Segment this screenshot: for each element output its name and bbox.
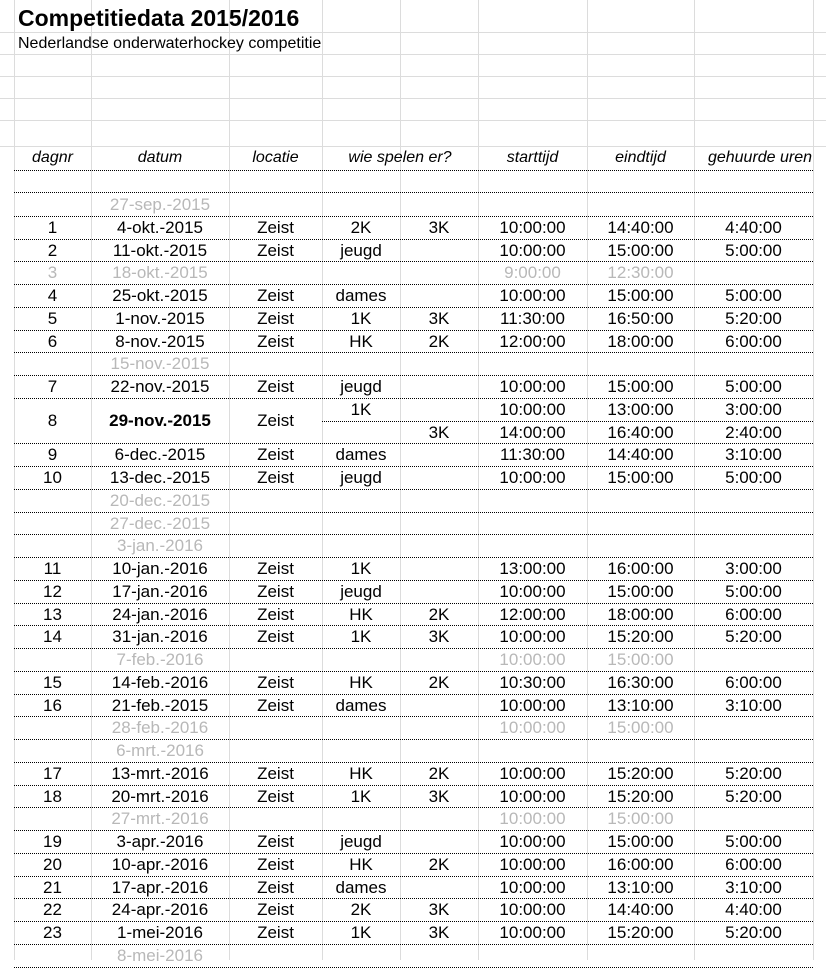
starttijd-cell: 10:00:00 [499, 877, 566, 897]
team-2-cell [400, 808, 478, 830]
dagnr-cell: 22 [43, 900, 62, 920]
datum-cell: 22-nov.-2015 [110, 377, 210, 396]
starttijd-cell [478, 194, 587, 216]
starttijd-cell: 10:00:00 [499, 786, 566, 806]
starttijd-cell: 10:00:00 [499, 695, 566, 715]
datum-cell: 29-nov.-2015 [109, 411, 211, 431]
locatie-cell: Zeist [257, 923, 294, 942]
starttijd-cell: 10:00:00 [499, 581, 566, 601]
header-starttijd: starttijd [506, 149, 559, 166]
locatie-cell: Zeist [257, 854, 294, 874]
header-locatie: locatie [252, 149, 299, 166]
team-2-cell [400, 194, 478, 216]
dagnr-cell: 20 [43, 854, 62, 874]
eindtijd-cell: 14:40:00 [607, 445, 674, 465]
team-2-cell [400, 262, 478, 284]
locatie-cell: Zeist [257, 763, 294, 783]
datum-cell: 27-mrt.-2016 [111, 809, 209, 829]
datum-cell: 27-dec.-2015 [109, 513, 211, 533]
locatie-cell [229, 194, 322, 216]
team-1-cell [322, 649, 400, 671]
eindtijd-cell [587, 490, 694, 512]
team-2-cell [400, 240, 478, 262]
team-2-cell: 3K [428, 422, 450, 442]
dagnr-cell: 1 [47, 217, 58, 237]
locatie-cell: Zeist [257, 217, 294, 237]
dagnr-cell: 2 [47, 240, 58, 260]
gehuurde-uren-cell [694, 262, 813, 284]
eindtijd-cell: 18:00:00 [607, 604, 674, 624]
locatie-cell: Zeist [257, 604, 294, 624]
starttijd-cell [478, 740, 587, 762]
eindtijd-cell: 16:00:00 [607, 854, 674, 874]
dagnr-cell: 16 [43, 695, 62, 715]
eindtijd-cell: 15:00:00 [607, 832, 674, 851]
gehuurde-uren-cell: 5:20:00 [725, 923, 782, 942]
gehuurde-uren-cell [694, 649, 813, 671]
locatie-cell: Zeist [257, 411, 294, 431]
datum-cell: 6-dec.-2015 [114, 445, 206, 465]
locatie-cell [229, 649, 322, 671]
gehuurde-uren-cell: 5:20:00 [725, 627, 782, 647]
row-separator [14, 192, 813, 193]
team-2-cell [400, 831, 478, 853]
eindtijd-cell: 16:50:00 [607, 308, 674, 328]
gehuurde-uren-cell: 3:00:00 [725, 399, 782, 419]
team-1-cell: jeugd [340, 377, 382, 396]
locatie-cell: Zeist [257, 786, 294, 806]
team-1-cell [322, 535, 400, 557]
gehuurde-uren-cell: 5:00:00 [725, 286, 782, 305]
gehuurde-uren-cell: 6:00:00 [725, 331, 782, 351]
eindtijd-cell: 15:20:00 [607, 923, 674, 942]
gehuurde-uren-cell [694, 353, 813, 375]
dagnr-cell: 14 [43, 627, 62, 647]
team-2-cell [400, 353, 478, 375]
locatie-cell: Zeist [257, 581, 294, 601]
starttijd-cell: 12:00:00 [499, 331, 566, 351]
starttijd-cell: 10:00:00 [499, 923, 566, 942]
datum-cell: 3-jan.-2016 [116, 536, 203, 556]
team-1-cell: 1K [350, 923, 372, 942]
team-2-cell [400, 649, 478, 671]
eindtijd-cell: 15:00:00 [607, 581, 674, 601]
starttijd-cell [478, 490, 587, 512]
locatie-cell: Zeist [257, 445, 294, 465]
team-2-cell [400, 490, 478, 512]
starttijd-cell: 10:30:00 [499, 672, 566, 692]
gehuurde-uren-cell [694, 717, 813, 739]
dagnr-cell: 3 [47, 263, 58, 283]
team-1-cell [322, 353, 400, 375]
team-2-cell [400, 444, 478, 466]
header-wie-spelen-er: wie spelen er? [348, 149, 452, 166]
team-2-cell: 3K [428, 627, 450, 647]
team-2-cell [400, 558, 478, 580]
starttijd-cell: 11:30:00 [500, 445, 565, 465]
team-1-cell: jeugd [340, 240, 382, 260]
team-1-cell: dames [335, 877, 387, 897]
eindtijd-cell: 18:00:00 [607, 331, 674, 351]
datum-cell: 8-nov.-2015 [115, 331, 205, 351]
locatie-cell: Zeist [257, 695, 294, 715]
starttijd-cell: 11:30:00 [500, 308, 565, 328]
eindtijd-cell: 13:00:00 [607, 399, 674, 419]
starttijd-cell: 10:00:00 [499, 650, 566, 669]
team-2-cell [400, 717, 478, 739]
team-2-cell: 3K [428, 923, 450, 942]
gehuurde-uren-cell: 3:00:00 [725, 559, 782, 578]
dagnr-cell [14, 945, 91, 967]
locatie-cell [229, 262, 322, 284]
grid-row-line [0, 120, 826, 121]
dagnr-cell [14, 717, 91, 739]
header-datum: datum [137, 149, 183, 166]
team-2-cell: 3K [428, 900, 450, 920]
gehuurde-uren-cell: 3:10:00 [725, 695, 782, 715]
team-1-cell: 1K [350, 308, 372, 328]
dagnr-cell [14, 490, 91, 512]
datum-cell: 24-apr.-2016 [111, 900, 209, 920]
team-2-cell: 2K [428, 331, 450, 351]
eindtijd-cell: 16:00:00 [607, 559, 674, 578]
team-2-cell [400, 513, 478, 535]
locatie-cell [229, 513, 322, 535]
gehuurde-uren-cell: 6:00:00 [725, 854, 782, 874]
team-2-cell [400, 695, 478, 717]
grid-row-line [0, 54, 826, 55]
locatie-cell: Zeist [257, 900, 294, 920]
starttijd-cell: 12:00:00 [499, 604, 566, 624]
eindtijd-cell [587, 513, 694, 535]
team-2-cell: 2K [428, 672, 450, 692]
team-1-cell: dames [335, 445, 387, 465]
team-2-cell [400, 945, 478, 967]
dagnr-cell [14, 535, 91, 557]
gehuurde-uren-cell [694, 808, 813, 830]
starttijd-cell: 10:00:00 [499, 240, 566, 260]
locatie-cell [229, 717, 322, 739]
eindtijd-cell: 12:30:00 [607, 263, 674, 283]
datum-cell: 4-okt.-2015 [117, 217, 203, 237]
dagnr-cell [14, 740, 91, 762]
grid-row-line [0, 32, 826, 33]
eindtijd-cell [587, 740, 694, 762]
starttijd-cell [478, 535, 587, 557]
eindtijd-cell: 16:40:00 [607, 422, 674, 442]
starttijd-cell: 10:00:00 [499, 832, 566, 851]
gehuurde-uren-cell [694, 490, 813, 512]
datum-cell: 18-okt.-2015 [112, 263, 208, 283]
dagnr-cell [14, 353, 91, 375]
team-2-cell [400, 285, 478, 307]
team-1-cell [322, 262, 400, 284]
datum-cell: 31-jan.-2016 [112, 627, 208, 647]
datum-cell: 24-jan.-2016 [112, 604, 208, 624]
starttijd-cell: 10:00:00 [499, 377, 566, 396]
gehuurde-uren-cell: 4:40:00 [725, 217, 782, 237]
datum-cell: 1-nov.-2015 [115, 308, 205, 328]
gehuurde-uren-cell: 5:00:00 [725, 832, 782, 851]
header-gehuurde-uren: gehuurde uren [707, 149, 813, 166]
team-1-cell [322, 194, 400, 216]
locatie-cell [229, 535, 322, 557]
team-2-cell: 3K [428, 308, 450, 328]
gehuurde-uren-cell: 2:40:00 [725, 422, 782, 442]
locatie-cell: Zeist [257, 331, 294, 351]
dagnr-cell: 10 [43, 468, 62, 487]
team-2-cell [400, 399, 478, 421]
datum-cell: 20-dec.-2015 [109, 490, 211, 510]
starttijd-cell: 9:00:00 [504, 263, 561, 283]
datum-cell: 17-jan.-2016 [112, 581, 208, 601]
dagnr-cell: 13 [43, 604, 62, 624]
gehuurde-uren-cell: 5:20:00 [725, 786, 782, 806]
team-1-cell: HK [349, 604, 373, 624]
dagnr-cell: 5 [47, 308, 58, 328]
eindtijd-cell [587, 535, 694, 557]
starttijd-cell: 14:00:00 [499, 422, 566, 442]
row-separator [14, 170, 813, 171]
locatie-cell: Zeist [257, 627, 294, 647]
gehuurde-uren-cell: 5:00:00 [725, 468, 782, 487]
grid-row-line [0, 98, 826, 99]
datum-cell: 13-dec.-2015 [109, 468, 211, 487]
locatie-cell: Zeist [257, 468, 294, 487]
eindtijd-cell: 15:20:00 [607, 786, 674, 806]
eindtijd-cell [587, 194, 694, 216]
dagnr-cell: 7 [47, 377, 58, 396]
starttijd-cell: 10:00:00 [499, 468, 566, 487]
team-1-cell [322, 513, 400, 535]
team-1-cell [322, 490, 400, 512]
eindtijd-cell: 15:00:00 [607, 718, 674, 738]
gehuurde-uren-cell: 5:00:00 [725, 377, 782, 396]
datum-cell: 27-sep.-2015 [109, 195, 211, 214]
team-1-cell: 1K [350, 786, 372, 806]
dagnr-cell: 6 [47, 331, 58, 351]
gehuurde-uren-cell [694, 194, 813, 216]
grid-column-line [813, 0, 814, 960]
team-1-cell: 2K [350, 900, 372, 920]
team-1-cell [322, 808, 400, 830]
gehuurde-uren-cell: 5:20:00 [725, 308, 782, 328]
gehuurde-uren-cell: 5:00:00 [725, 240, 782, 260]
dagnr-cell: 15 [43, 672, 62, 692]
dagnr-cell: 21 [43, 877, 62, 897]
team-2-cell [400, 877, 478, 899]
datum-cell: 21-feb.-2015 [111, 695, 209, 715]
starttijd-cell: 10:00:00 [499, 900, 566, 920]
team-1-cell: HK [349, 763, 373, 783]
dagnr-cell: 12 [43, 581, 62, 601]
dagnr-cell: 19 [43, 832, 62, 851]
datum-cell: 13-mrt.-2016 [111, 763, 209, 783]
starttijd-cell [478, 353, 587, 375]
team-1-cell [322, 740, 400, 762]
gehuurde-uren-cell: 6:00:00 [725, 604, 782, 624]
eindtijd-cell: 14:40:00 [607, 900, 674, 920]
locatie-cell [229, 740, 322, 762]
datum-cell: 10-jan.-2016 [112, 559, 208, 578]
dagnr-cell: 23 [43, 923, 62, 942]
dagnr-cell [14, 649, 91, 671]
datum-cell: 11-okt.-2015 [112, 240, 208, 260]
gehuurde-uren-cell: 4:40:00 [725, 900, 782, 920]
locatie-cell: Zeist [257, 240, 294, 260]
locatie-cell: Zeist [257, 286, 294, 305]
team-1-cell [322, 945, 400, 967]
datum-cell: 25-okt.-2015 [112, 286, 208, 305]
dagnr-cell [14, 808, 91, 830]
locatie-cell [229, 808, 322, 830]
team-1-cell [322, 717, 400, 739]
team-2-cell [400, 581, 478, 603]
gehuurde-uren-cell: 5:00:00 [725, 581, 782, 601]
dagnr-cell [14, 194, 91, 216]
sheet-title: Competitiedata 2015/2016 [18, 5, 300, 31]
eindtijd-cell: 13:10:00 [607, 695, 674, 715]
locatie-cell: Zeist [257, 877, 294, 897]
team-2-cell [400, 467, 478, 489]
starttijd-cell: 10:00:00 [499, 286, 566, 305]
eindtijd-cell: 15:00:00 [607, 377, 674, 396]
eindtijd-cell: 15:00:00 [607, 240, 674, 260]
eindtijd-cell [587, 353, 694, 375]
team-1-cell: HK [349, 854, 373, 874]
datum-cell: 17-apr.-2016 [111, 877, 209, 897]
starttijd-cell: 10:00:00 [499, 854, 566, 874]
starttijd-cell: 10:00:00 [499, 399, 566, 419]
team-2-cell: 2K [428, 763, 450, 783]
datum-cell: 7-feb.-2016 [116, 650, 204, 669]
locatie-cell: Zeist [257, 672, 294, 692]
datum-cell: 15-nov.-2015 [110, 354, 210, 374]
dagnr-cell: 9 [47, 445, 58, 465]
header-dagnr: dagnr [32, 149, 73, 166]
gehuurde-uren-cell: 6:00:00 [725, 672, 782, 692]
starttijd-cell: 10:00:00 [499, 809, 566, 829]
starttijd-cell: 10:00:00 [499, 763, 566, 783]
eindtijd-cell: 15:00:00 [607, 286, 674, 305]
dagnr-cell: 8 [47, 411, 58, 431]
eindtijd-cell: 15:20:00 [607, 763, 674, 783]
locatie-cell: Zeist [257, 308, 294, 328]
gehuurde-uren-cell: 3:10:00 [725, 445, 782, 465]
gehuurde-uren-cell [694, 535, 813, 557]
datum-cell: 14-feb.-2016 [111, 672, 209, 692]
gehuurde-uren-cell [694, 513, 813, 535]
team-1-cell: 2K [350, 217, 372, 237]
datum-cell: 28-feb.-2016 [111, 718, 209, 738]
dagnr-cell: 11 [43, 559, 62, 578]
eindtijd-cell: 16:30:00 [607, 672, 674, 692]
locatie-cell: Zeist [257, 559, 294, 578]
team-2-cell: 2K [428, 854, 450, 874]
team-1-cell [322, 422, 400, 444]
sheet-subtitle: Nederlandse onderwaterhockey competitie [18, 35, 322, 52]
starttijd-cell: 10:00:00 [499, 217, 566, 237]
gehuurde-uren-cell [694, 945, 813, 967]
datum-cell: 3-apr.-2016 [116, 832, 204, 851]
team-1-cell: jeugd [340, 468, 382, 487]
team-1-cell: HK [349, 331, 373, 351]
dagnr-cell: 17 [43, 763, 62, 783]
gehuurde-uren-cell: 5:20:00 [725, 763, 782, 783]
dagnr-cell: 18 [43, 786, 62, 806]
team-1-cell: jeugd [340, 832, 382, 851]
eindtijd-cell [587, 945, 694, 967]
datum-cell: 20-mrt.-2016 [111, 786, 209, 806]
dagnr-cell: 4 [47, 286, 58, 305]
team-1-cell: 1K [350, 627, 372, 647]
team-2-cell: 3K [428, 786, 450, 806]
starttijd-cell: 10:00:00 [499, 627, 566, 647]
eindtijd-cell: 13:10:00 [607, 877, 674, 897]
eindtijd-cell: 14:40:00 [607, 217, 674, 237]
datum-cell: 8-mei-2016 [117, 945, 203, 965]
locatie-cell [229, 945, 322, 967]
starttijd-cell [478, 945, 587, 967]
datum-cell: 6-mrt.-2016 [116, 741, 204, 760]
team-1-cell: dames [335, 695, 387, 715]
eindtijd-cell: 15:00:00 [607, 809, 674, 829]
eindtijd-cell: 15:00:00 [607, 468, 674, 487]
locatie-cell: Zeist [257, 377, 294, 396]
starttijd-cell: 13:00:00 [499, 559, 566, 578]
datum-cell: 1-mei-2016 [117, 923, 203, 942]
eindtijd-cell: 15:20:00 [607, 627, 674, 647]
team-2-cell: 2K [428, 604, 450, 624]
locatie-cell [229, 353, 322, 375]
starttijd-cell: 10:00:00 [499, 718, 566, 738]
eindtijd-cell: 15:00:00 [607, 650, 674, 669]
team-2-cell [400, 740, 478, 762]
team-1-cell: dames [335, 286, 387, 305]
team-2-cell [400, 376, 478, 398]
team-1-cell: 1K [350, 399, 372, 419]
dagnr-cell [14, 513, 91, 535]
locatie-cell: Zeist [257, 832, 294, 851]
team-1-cell: HK [349, 672, 373, 692]
grid-row-line [0, 76, 826, 77]
team-1-cell: 1K [350, 559, 372, 578]
starttijd-cell [478, 513, 587, 535]
header-eindtijd: eindtijd [615, 149, 666, 166]
gehuurde-uren-cell [694, 740, 813, 762]
team-1-cell: jeugd [340, 581, 382, 601]
datum-cell: 10-apr.-2016 [111, 854, 209, 874]
locatie-cell [229, 490, 322, 512]
team-2-cell: 3K [428, 217, 450, 237]
team-2-cell [400, 535, 478, 557]
gehuurde-uren-cell: 3:10:00 [725, 877, 782, 897]
